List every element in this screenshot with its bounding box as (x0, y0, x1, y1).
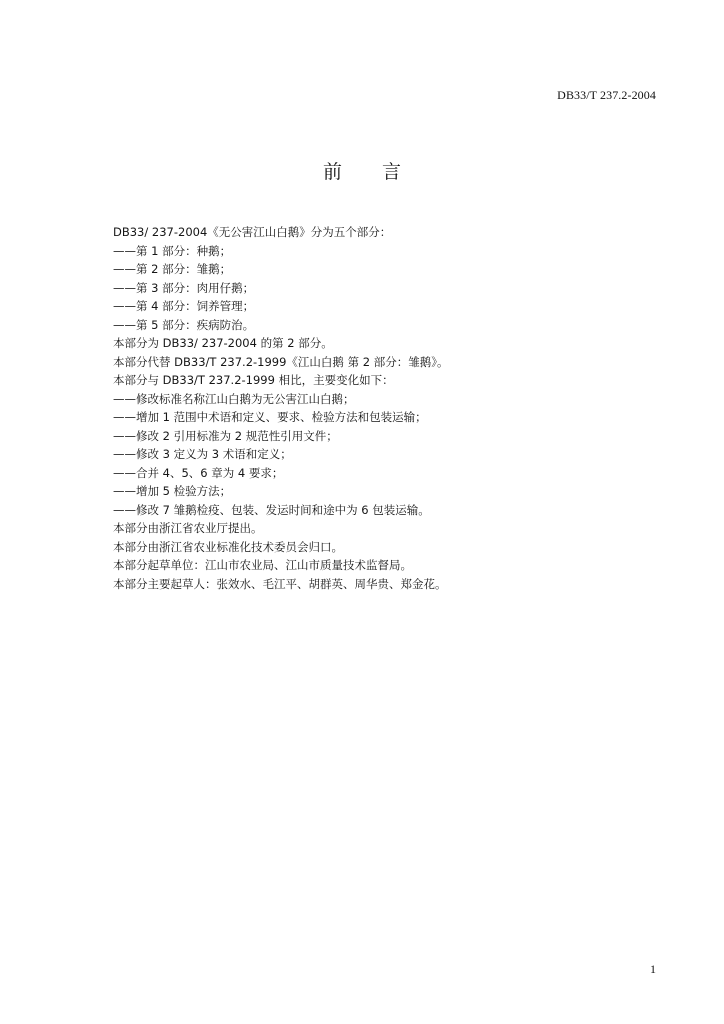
list-item-change-2: ——增加 1 范围中术语和定义、要求、检验方法和包装运输； (113, 410, 427, 424)
text-line-intro: DB33/ 237-2004《无公害江山白鹅》分为五个部分： (113, 225, 392, 239)
text-line-centralized-by: 本部分由浙江省农业标准化技术委员会归口。 (113, 539, 343, 554)
text-line-drafting-units: 本部分起草单位：江山市农业局、江山市质量技术监督局。 (113, 558, 412, 572)
list-item-change-4: ——修改 3 定义为 3 术语和定义； (113, 447, 292, 461)
list-item-change-3: ——修改 2 引用标准为 2 规范性引用文件； (113, 428, 338, 443)
text-line-proposed-by: 本部分由浙江省农业厅提出。 (113, 521, 263, 535)
list-item-part-2: ——第 2 部分：雏鹅； (113, 262, 232, 276)
text-line-replaces: 本部分代替 DB33/T 237.2-1999《江山白鹅 第 2 部分：雏鹅》。 (113, 354, 449, 369)
text-line-changes-intro: 本部分与 DB33/T 237.2-1999 相比，主要变化如下： (113, 373, 394, 387)
foreword-body (113, 223, 673, 593)
list-item-change-7: ——修改 7 雏鹅检疫、包装、发运时间和途中为 6 包装运输。 (113, 502, 430, 517)
document-code: DB33/T 237.2-2004 (557, 88, 656, 102)
list-item-part-4: ——第 4 部分：饲养管理； (113, 299, 255, 313)
list-item-part-1: ——第 1 部分：种鹅； (113, 243, 232, 258)
text-line-drafters: 本部分主要起草人：张效水、毛江平、胡群英、周华贵、郑金花。 (113, 576, 447, 591)
list-item-change-6: ——增加 5 检验方法； (113, 484, 232, 498)
list-item-part-5: ——第 5 部分：疾病防治。 (113, 317, 255, 332)
text-line-this-part: 本部分为 DB33/ 237-2004 的第 2 部分。 (113, 336, 333, 350)
list-item-change-5: ——合并 4、5、6 章为 4 要求； (113, 465, 284, 480)
page-title: 前言 (322, 161, 441, 183)
list-item-part-3: ——第 3 部分：肉用仔鹅； (113, 280, 255, 295)
page-number: 1 (650, 962, 656, 976)
list-item-change-1: ——修改标准名称江山白鹅为无公害江山白鹅； (113, 391, 355, 406)
